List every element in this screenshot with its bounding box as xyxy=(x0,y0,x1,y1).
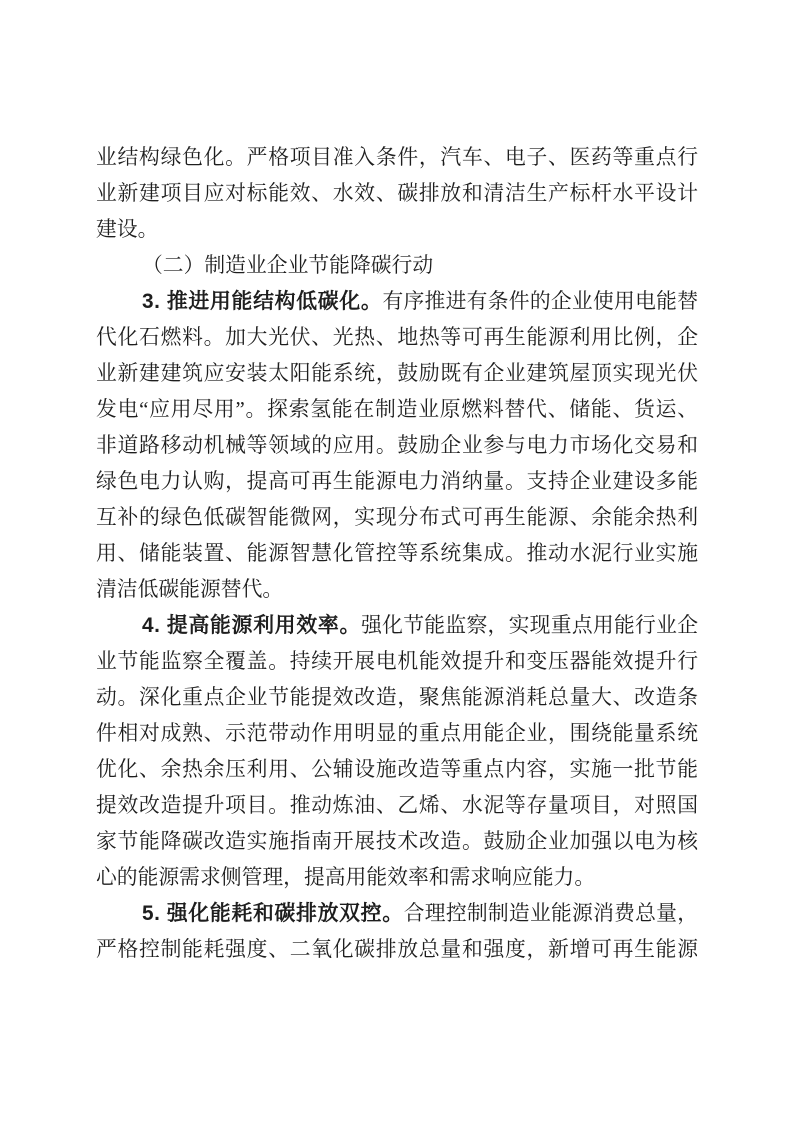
text-line-content: 动。深化重点企业节能提效改造，聚焦能源消耗总量大、改造条 xyxy=(96,686,698,709)
text-line xyxy=(96,320,698,356)
text-line-content: 代化石燃料。加大光伏、光热、地热等可再生能源利用比例，企 xyxy=(96,326,698,349)
text-line-content: 件相对成熟、示范带动作用明显的重点用能企业，围绕能量系统 xyxy=(96,722,698,745)
text-line xyxy=(96,788,698,824)
text-line-content: 业新建项目应对标能效、水效、碳排放和清洁生产标杆水平设计 xyxy=(96,182,698,205)
text-line xyxy=(96,464,698,500)
text-line xyxy=(96,824,698,860)
text-line xyxy=(96,500,698,536)
text-line-content: 业结构绿色化。严格项目准入条件，汽车、电子、医药等重点行 xyxy=(96,146,698,169)
document-body xyxy=(96,140,698,968)
numbered-item-title: 5. 强化能耗和碳排放双控。 xyxy=(142,902,404,925)
text-line-content: 有序推进有条件的企业使用电能替 xyxy=(382,290,698,313)
text-line xyxy=(96,428,698,464)
text-line xyxy=(96,752,698,788)
text-line-content: 严格控制能耗强度、二氧化碳排放总量和强度，新增可再生能源 xyxy=(96,938,698,961)
text-line xyxy=(96,392,698,428)
text-line xyxy=(96,536,698,572)
paragraph-end-line xyxy=(96,212,698,248)
text-line xyxy=(96,680,698,716)
text-line-content: 互补的绿色低碳智能微网，实现分布式可再生能源、余能余热利 xyxy=(96,506,698,529)
text-line-content: 清洁低碳能源替代。 xyxy=(96,578,284,601)
text-line xyxy=(96,932,698,968)
paragraph-end-line xyxy=(96,572,698,608)
section-heading xyxy=(96,248,698,284)
text-line-content: 业新建建筑应安装太阳能系统，鼓励既有企业建筑屋顶实现光伏 xyxy=(96,362,698,385)
text-line xyxy=(96,644,698,680)
text-line-content: 业节能监察全覆盖。持续开展电机能效提升和变压器能效提升行 xyxy=(96,650,698,673)
text-line xyxy=(96,140,698,176)
text-line-content: 家节能降碳改造实施指南开展技术改造。鼓励企业加强以电为核 xyxy=(96,830,698,853)
numbered-item-line xyxy=(96,608,698,644)
text-line-content: 心的能源需求侧管理，提高用能效率和需求响应能力。 xyxy=(96,866,596,889)
text-line-content: 建设。 xyxy=(96,218,159,241)
text-line-content: 提效改造提升项目。推动炼油、乙烯、水泥等存量项目，对照国 xyxy=(96,794,698,817)
numbered-item-title: 4. 提高能源利用效率。 xyxy=(142,614,362,637)
text-line-content: 强化节能监察，实现重点用能行业企 xyxy=(361,614,698,637)
text-line-content: 非道路移动机械等领域的应用。鼓励企业参与电力市场化交易和 xyxy=(96,434,698,457)
section-heading-text: （二）制造业企业节能降碳行动 xyxy=(142,254,434,277)
text-line-content: 优化、余热余压利用、公辅设施改造等重点内容，实施一批节能 xyxy=(96,758,698,781)
text-line-content: 用、储能装置、能源智慧化管控等系统集成。推动水泥行业实施 xyxy=(96,542,698,565)
numbered-item-title: 3. 推进用能结构低碳化。 xyxy=(142,290,383,313)
numbered-item-line xyxy=(96,284,698,320)
text-line xyxy=(96,716,698,752)
text-line xyxy=(96,176,698,212)
text-line-content: 绿色电力认购，提高可再生能源电力消纳量。支持企业建设多能 xyxy=(96,470,698,493)
text-line xyxy=(96,356,698,392)
numbered-item-line xyxy=(96,896,698,932)
paragraph-end-line xyxy=(96,860,698,896)
text-line-content: 合理控制制造业能源消费总量， xyxy=(403,902,698,925)
text-line-content: 发电“应用尽用”。探索氢能在制造业原燃料替代、储能、货运、 xyxy=(96,398,698,421)
